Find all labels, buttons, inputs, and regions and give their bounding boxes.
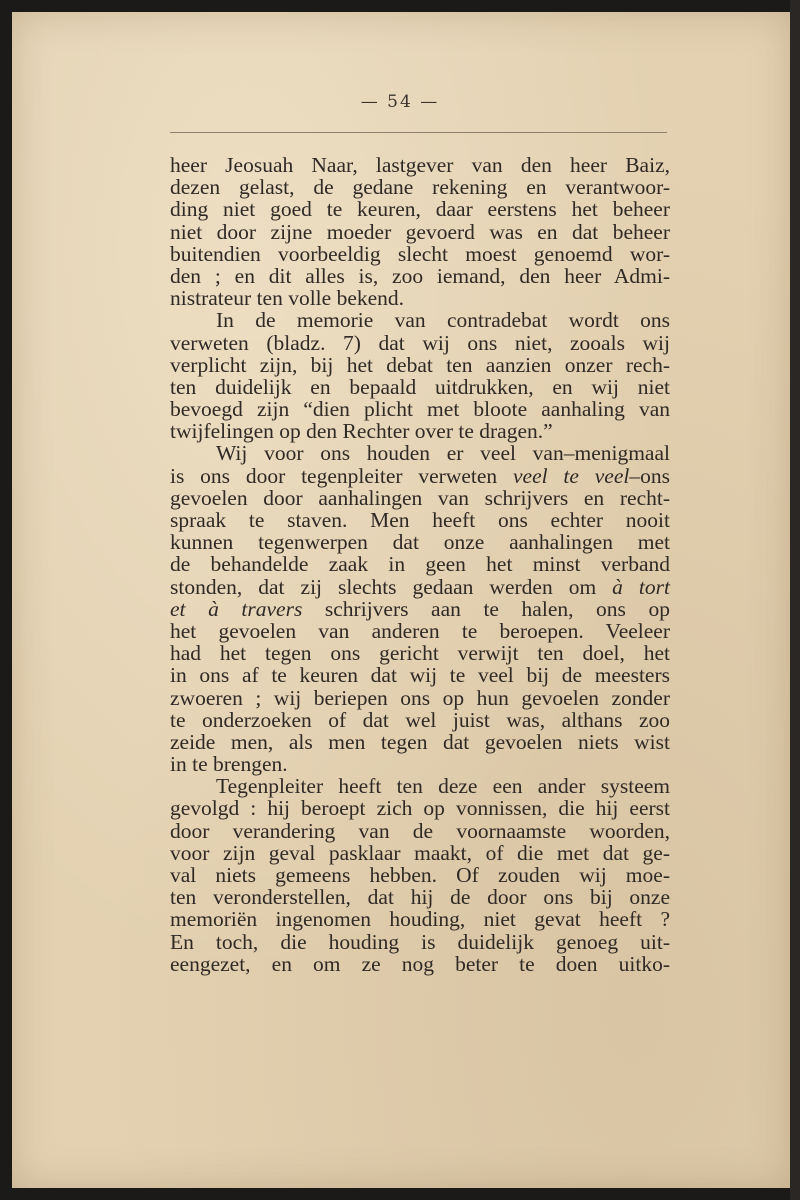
text-line: Tegenpleiter heeft ten deze een ander systeem (216, 774, 670, 799)
text-line: had het tegen ons gericht verwijt ten doel, het (170, 641, 670, 666)
text-line: bevoegd zijn “dien plicht met bloote aanhaling van (170, 397, 670, 422)
text-line: memoriën ingenomen houding, niet gevat heeft ? (170, 907, 670, 932)
header-rule (170, 132, 667, 133)
italic-phrase: veel te veel (513, 463, 630, 488)
italic-phrase: à tort (612, 574, 670, 599)
text-line: heer Jeosuah Naar, lastgever van den heer Baiz, (170, 153, 670, 177)
text-line: zwoeren ; wij beriepen ons op hun gevoelen zonder (170, 685, 670, 710)
body-text (170, 154, 670, 975)
text-line: kunnen tegenwerpen dat onze aanhalingen met (170, 530, 670, 555)
text-line: door verandering van de voornaamste woorden, (170, 818, 670, 843)
text-segment: –ons (629, 463, 670, 488)
text-line: dezen gelast, de gedane rekening en verantwoor- (170, 175, 670, 200)
text-line: gevoelen door aanhalingen van schrijvers en recht- (170, 485, 670, 510)
text-line: het gevoelen van anderen te beroepen. Veeleer (170, 618, 670, 643)
text-line: spraak te staven. Men heeft ons echter nooit (170, 508, 670, 532)
text-line (170, 576, 670, 598)
text-line: ten veronderstellen, dat hij de door ons bij onze (170, 885, 670, 910)
text-line: En toch, die houding is duidelijk genoeg uit- (170, 929, 670, 954)
text-line: val niets gemeens hebben. Of zouden wij moe- (170, 863, 670, 887)
text-line: buitendien voorbeeldig slecht moest genoemd wor- (170, 241, 670, 266)
text-line (170, 598, 670, 620)
text-line: Wij voor ons houden er veel van–menigmaal (216, 441, 670, 466)
text-line: te onderzoeken of dat wel juist was, althans zoo (170, 707, 670, 732)
text-line: voor zijn geval pasklaar maakt, of die met dat ge- (170, 840, 670, 865)
text-line: in ons af te keuren dat wij te veel bij de meesters (170, 663, 670, 688)
text-line: twijfelingen op den Rechter over te dragen.” (170, 419, 553, 444)
page-number: — 54 — (360, 92, 440, 112)
text-line: In de memorie van contradebat wordt ons (216, 308, 670, 333)
text-line: gevolgd : hij beroept zich op vonnissen, die hij eerst (170, 796, 670, 821)
text-segment: stonden, dat zij slechts gedaan werden om (170, 574, 613, 599)
text-line: in te brengen. (170, 752, 288, 777)
text-line: verweten (bladz. 7) dat wij ons niet, zooals wij (170, 330, 670, 355)
text-line: niet door zijne moeder gevoerd was en dat beheer (170, 219, 670, 244)
text-line: ten duidelijk en bepaald uitdrukken, en wij niet (170, 374, 670, 399)
text-line: den ; en dit alles is, zoo iemand, den heer Admi- (170, 263, 670, 288)
italic-phrase: et à travers (170, 596, 303, 621)
text-line (170, 465, 670, 487)
text-line: nistrateur ten volle bekend. (170, 286, 405, 311)
text-segment: is ons door tegenpleiter verweten (170, 463, 513, 488)
page-edge-shadow (790, 0, 800, 1200)
text-line: de behandelde zaak in geen het minst verband (170, 552, 670, 577)
text-line: zeide men, als men tegen dat gevoelen niets wist (170, 729, 670, 754)
text-line: eengezet, en om ze nog beter te doen uitko- (170, 951, 670, 976)
text-segment: schrijvers aan te halen, ons op (302, 596, 670, 621)
text-line: verplicht zijn, bij het debat ten aanzien onzer rech- (170, 352, 670, 377)
text-line: ding niet goed te keuren, daar eerstens het beheer (170, 197, 670, 222)
